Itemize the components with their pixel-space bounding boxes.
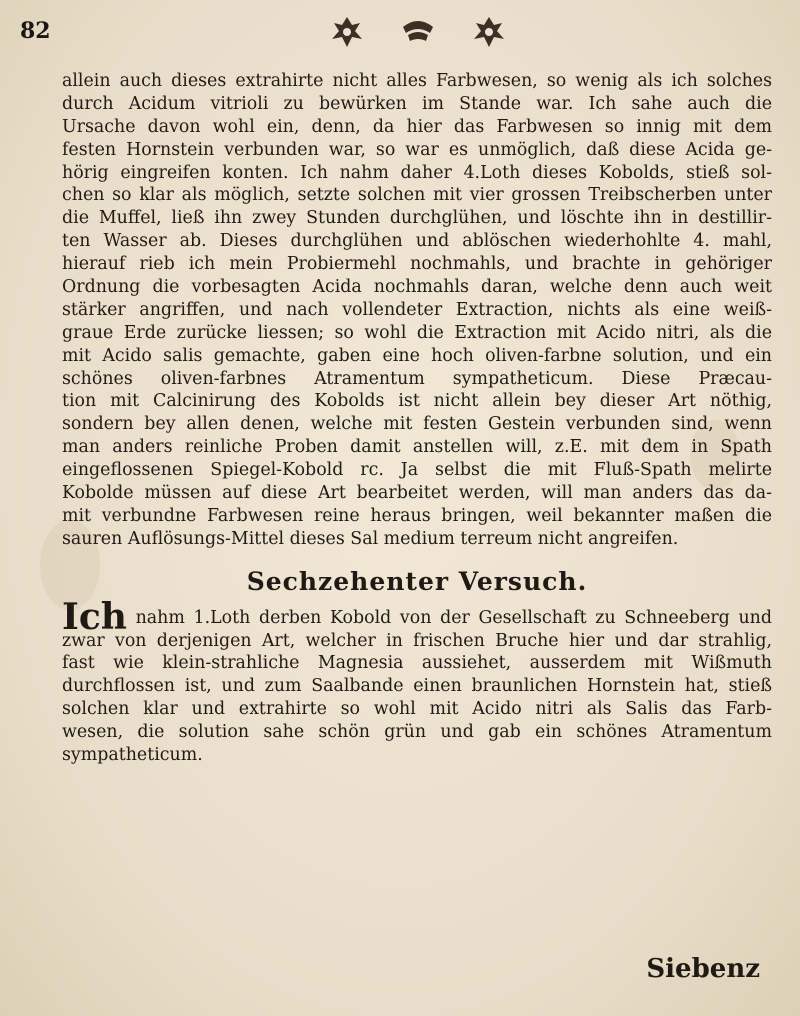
text-line: sondern bey allen denen, welche mit festen Gestein verbunden sind, wenn <box>62 414 772 435</box>
body-text <box>62 70 772 767</box>
catchword: Siebenz <box>646 954 760 984</box>
text-line: Ich nahm 1.Loth derben Kobold von der Gesellschaft zu Schneeberg und <box>62 595 772 638</box>
header-ornaments <box>330 10 530 54</box>
text-line: Kobolde müssen auf diese Art bearbeitet werden, will man anders das da- <box>62 483 772 504</box>
text-line: sauren Auflösungs-Mittel dieses Sal medium terreum nicht angreifen. <box>62 528 679 549</box>
text-line: Ordnung die vorbesagten Acida nochmahls daran, welche denn auch weit <box>62 277 772 298</box>
text-line: solchen klar und extrahirte so wohl mit Acido nitri als Salis das Farb- <box>62 699 772 720</box>
text-line: festen Hornstein verbunden war, so war es unmöglich, daß diese Acida ge- <box>62 139 772 160</box>
drop-cap: Ich <box>62 595 127 638</box>
text-line: hörig eingreifen konten. Ich nahm daher 4.Loth dieses Kobolds, stieß sol- <box>62 162 772 183</box>
text-line: durchflossen ist, und zum Saalbande einen braunlichen Hornstein hat, stieß <box>62 676 772 697</box>
text-line: fast wie klein-strahliche Magnesia aussiehet, ausserdem mit Wißmuth <box>62 653 772 674</box>
text-line: die Muffel, ließ ihn zwey Stunden durchglühen, und löschte ihn in destillir- <box>62 208 772 229</box>
text-line: chen so klar als möglich, setzte solchen mit vier grossen Treibscherben unter <box>62 185 772 206</box>
text-line: zwar von derjenigen Art, welcher in frischen Bruche hier und dar strahlig, <box>62 630 772 651</box>
text-line: stärker angriffen, und nach vollendeter Extraction, nichts als eine weiß- <box>62 299 772 320</box>
text-line: eingeflossenen Spiegel-Kobold rc. Ja selbst die mit Fluß-Spath melirte <box>62 460 772 481</box>
text-line: hierauf rieb ich mein Probiermehl nochmahls, und brachte in gehöriger <box>62 254 772 275</box>
text-line: Ursache davon wohl ein, denn, da hier das Farbwesen so innig mit dem <box>62 116 772 137</box>
page-header <box>0 8 800 58</box>
text-line: man anders reinliche Proben damit anstellen will, z.E. mit dem in Spath <box>62 437 772 458</box>
fleuron-icon <box>472 13 506 51</box>
text-line: sympatheticum. <box>62 745 203 766</box>
fleuron-icon <box>330 13 364 51</box>
text-line: tion mit Calcinirung des Kobolds ist nicht allein bey dieser Art nöthig, <box>62 391 772 412</box>
page-number: 82 <box>20 18 51 44</box>
text-line: mit Acido salis gemachte, gaben eine hoch oliven-farbne solution, und ein <box>62 345 772 366</box>
text-line: graue Erde zurücke liessen; so wohl die Extraction mit Acido nitri, als die <box>62 322 772 343</box>
text-line: schönes oliven-farbnes Atramentum sympatheticum. Diese Præcau- <box>62 368 772 389</box>
section-title: Sechzehenter Versuch. <box>246 566 588 596</box>
fleuron-icon <box>400 17 436 47</box>
text-line: allein auch dieses extrahirte nicht alles Farbwesen, so wenig als ich solches <box>62 71 772 91</box>
text-line: durch Acidum vitrioli zu bewürken im Stande war. Ich sahe auch die <box>62 93 772 114</box>
text-line: ten Wasser ab. Dieses durchglühen und ablöschen wiederhohlte 4. mahl, <box>62 231 772 252</box>
text-line: mit verbundne Farbwesen reine heraus bringen, weil bekannter maßen die <box>62 505 772 526</box>
text-line: wesen, die solution sahe schön grün und gab ein schönes Atramentum <box>62 722 772 743</box>
